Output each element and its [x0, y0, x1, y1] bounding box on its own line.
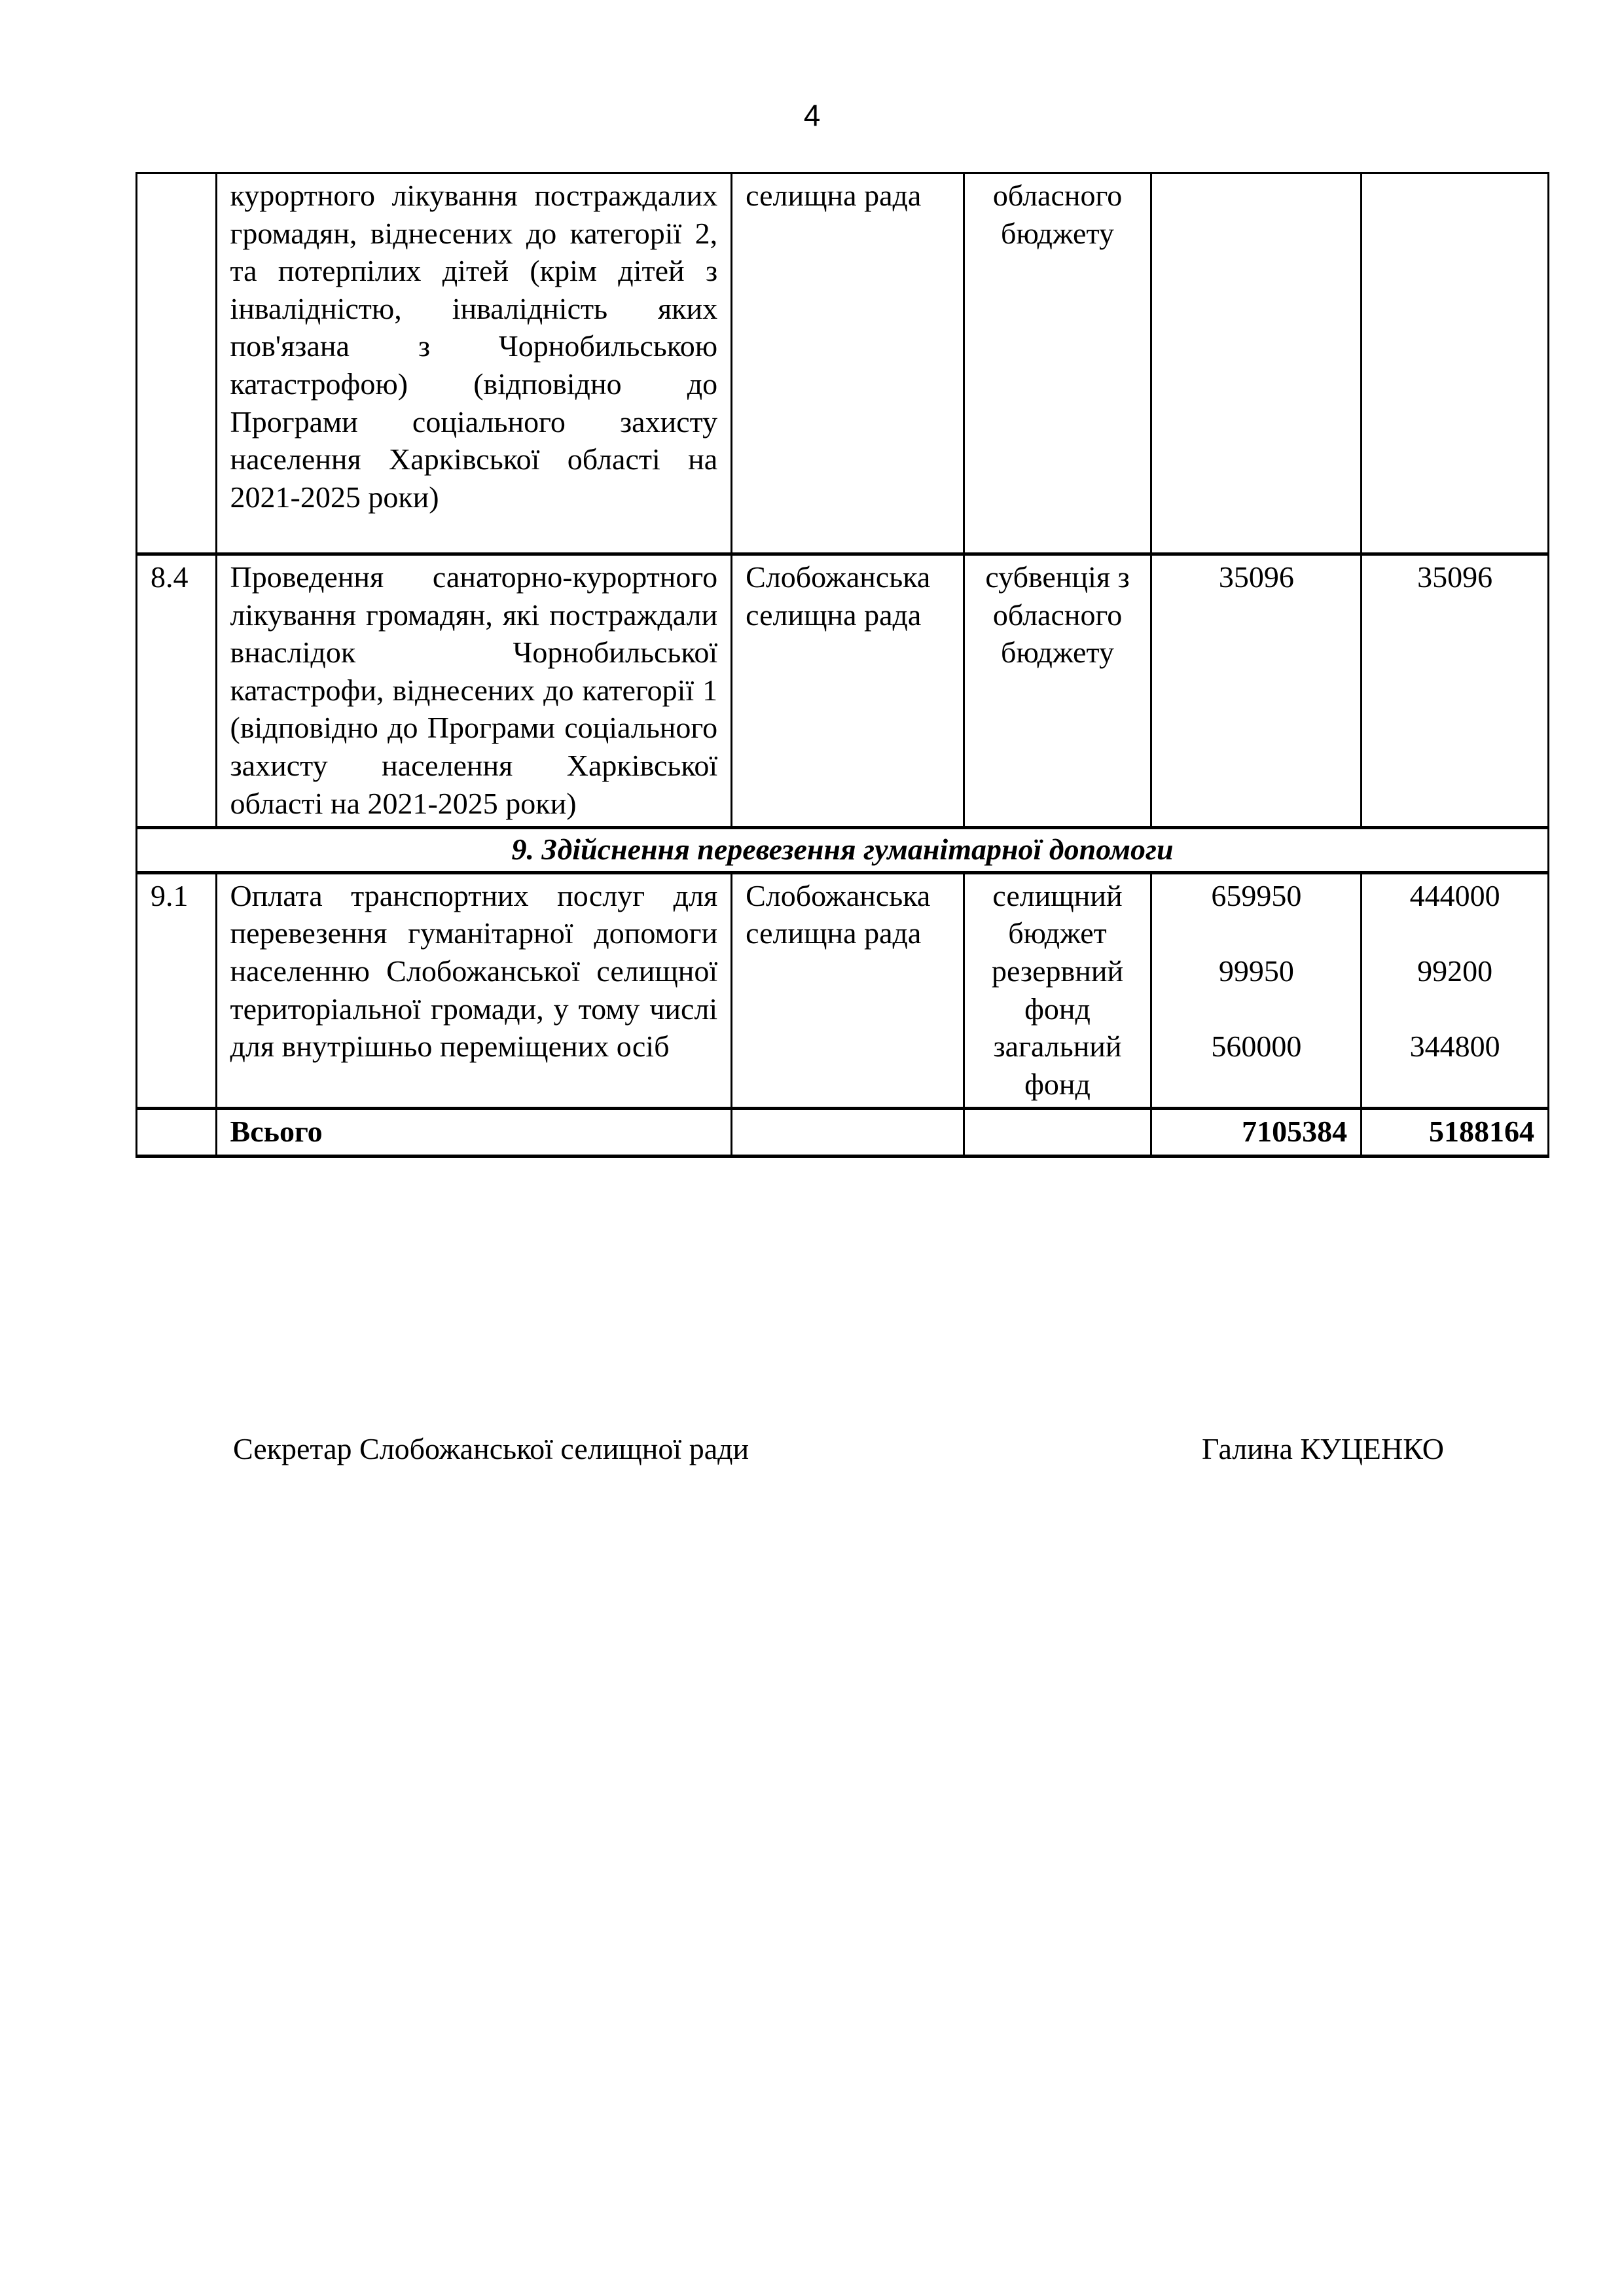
funding-value: 444000: [1409, 878, 1500, 912]
table-row: [137, 872, 1549, 1109]
section-title: 9. Здійснення перевезення гуманітарної допомоги: [137, 828, 1549, 873]
signatory-name: Галина КУЦЕНКО: [1202, 1432, 1444, 1465]
row-number: 9.1: [137, 872, 217, 1109]
funding-value: 99950: [1218, 954, 1294, 988]
signatory-position: Секретар Слобожанської селищної ради: [233, 1432, 749, 1465]
row-value-2: [1362, 173, 1549, 554]
total-executor-cell: [732, 1109, 964, 1157]
funding-source-label: загальний фонд: [993, 1030, 1122, 1101]
row-funding-source: обласного бюджету: [964, 173, 1151, 554]
table-row: [137, 554, 1549, 828]
row-values-2: [1362, 872, 1549, 1109]
row-funding-sources: [964, 872, 1151, 1109]
program-measures-table: [135, 172, 1549, 1158]
row-value-1: [1151, 173, 1362, 554]
row-description: курортного лікування постраждалих громадян, віднесених до категорії 2, та потерпілих дітей (крім дітей з інвалідністю, інвалідність яких пов'язана з Чорнобильською катастрофою) (відповідно до Програми соціального захисту населення Харківської області на 2021-2025 роки): [216, 173, 732, 554]
row-number: [137, 173, 217, 554]
page-number: 4: [803, 98, 821, 132]
total-value-2: 5188164: [1362, 1109, 1549, 1157]
row-executor: селищна рада: [732, 173, 964, 554]
total-row: [137, 1109, 1549, 1157]
row-description: Проведення санаторно-курортного лікування громадян, які постраждали внаслідок Чорнобильської катастрофи, віднесених до категорії 1 (відповідно до Програми соціального захисту населення Харківської області на 2021-2025 роки): [216, 554, 732, 828]
row-value-2: 35096: [1362, 554, 1549, 828]
total-label: Всього: [216, 1109, 732, 1157]
funding-source-label: резервний фонд: [991, 954, 1124, 1026]
funding-source-label: селищний бюджет: [992, 878, 1123, 950]
row-description: Оплата транспортних послуг для перевезення гуманітарної допомоги населенню Слобожанської селищної територіальної громади, у тому числі для внутрішньо переміщених осіб: [216, 872, 732, 1109]
row-number: 8.4: [137, 554, 217, 828]
row-executor: Слобожанська селищна рада: [732, 872, 964, 1109]
row-funding-source: субвенція з обласного бюджету: [964, 554, 1151, 828]
total-source-cell: [964, 1109, 1151, 1157]
row-executor: Слобожанська селищна рада: [732, 554, 964, 828]
total-value-1: 7105384: [1151, 1109, 1362, 1157]
section-header-row: [137, 828, 1549, 873]
table-row: [137, 173, 1549, 554]
funding-value: 659950: [1211, 878, 1302, 912]
row-values-1: [1151, 872, 1362, 1109]
total-number-cell: [137, 1109, 217, 1157]
funding-value: 99200: [1417, 954, 1493, 988]
funding-value: 560000: [1211, 1029, 1302, 1063]
row-value-1: 35096: [1151, 554, 1362, 828]
funding-value: 344800: [1409, 1029, 1500, 1063]
